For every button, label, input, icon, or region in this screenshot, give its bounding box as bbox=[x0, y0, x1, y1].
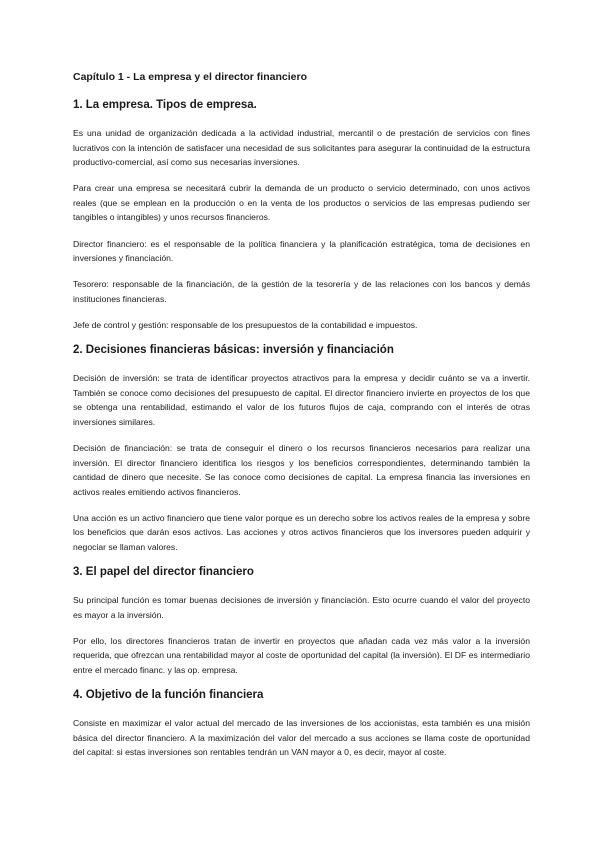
paragraph: Decisión de financiación: se trata de conseguir el dinero o los recursos financieros necesarios para realizar una inversión. El director financiero identifica los riesgos y los beneficios correspondientes, determinando también la cantidad de dinero que necesite. Se las conoce como decisiones de capital. La empresa financia las inversiones en activos reales emitiendo activos financieros. bbox=[73, 442, 530, 497]
paragraph: Director financiero: es el responsable de la política financiera y la planificación estratégica, toma de decisiones en inversiones y financiación. bbox=[73, 238, 530, 264]
section-decisiones bbox=[73, 344, 530, 555]
paragraph: Una acción es un activo financiero que tiene valor porque es un derecho sobre los activos reales de la empresa y sobre los beneficios que darán esos activos. Las acciones y otros activos financieros que los inversores pueden adquirir y negociar se llaman valores. bbox=[73, 512, 530, 552]
section-heading: 1. La empresa. Tipos de empresa. bbox=[73, 99, 257, 111]
section-papel bbox=[73, 566, 530, 677]
section-empresa bbox=[73, 99, 530, 333]
chapter-title: Capítulo 1 - La empresa y el director financiero bbox=[73, 71, 307, 83]
paragraph: Jefe de control y gestión: responsable de los presupuestos de la contabilidad e impuestos. bbox=[73, 319, 418, 330]
paragraph: Consiste en maximizar el valor actual del mercado de las inversiones de los accionistas, esta también es una misión básica del director financiero. A la maximización del valor del mercado a sus acciones se llama coste de oportunidad del capital: si estas inversiones son rentables tendrán un VAN mayor a 0, es decir, mayor al coste. bbox=[73, 718, 530, 758]
section-heading: 2. Decisiones financieras básicas: inversión y financiación bbox=[73, 344, 394, 357]
paragraph: Decisión de inversión: se trata de identificar proyectos atractivos para la empresa y decidir cuánto se va a invertir. También se conoce como decisiones del presupuesto de capital. El director financiero invierte en proyectos de los que se obtenga una rentabilidad, estimando el valor de los futuros flujos de caja, comprando con el interés de otras inversiones similares. bbox=[73, 373, 530, 427]
paragraph: Su principal función es tomar buenas decisiones de inversión y financiación. Esto ocurre cuando el valor del proyecto es mayor a la inversión. bbox=[73, 595, 530, 620]
section-heading: 4. Objetivo de la función financiera bbox=[73, 689, 264, 702]
section-heading: 3. El papel del director financiero bbox=[73, 566, 254, 579]
paragraph: Para crear una empresa se necesitará cubrir la demanda de un producto o servicio determinado, con unos activos reales (que se emplean en la producción o en la venta de los productos o servicios de las empresas pudiendo ser tangibles o intangibles) y unos recursos financieros. bbox=[73, 183, 530, 223]
section-objetivo bbox=[73, 689, 530, 760]
paragraph: Tesorero: responsable de la financiación, de la gestión de la tesorería y de las relaciones con los bancos y demás instituciones financieras. bbox=[73, 279, 530, 304]
paragraph: Es una unidad de organización dedicada a la actividad industrial, mercantil o de prestación de servicios con fines lucrativos con la intención de satisfacer una necesidad de sus solicitantes para asegurar la continuidad de la estructura productivo-comercial, así como sus necesarias inversiones. bbox=[73, 128, 530, 168]
paragraph: Por ello, los directores financieros tratan de invertir en proyectos que añadan cada vez más valor a la inversión requerida, que ofrezcan una rentabilidad mayor al coste de oportunidad del capital (la inversión). El DF es intermediario entre el mercado financ. y las op. empresa. bbox=[73, 635, 530, 675]
